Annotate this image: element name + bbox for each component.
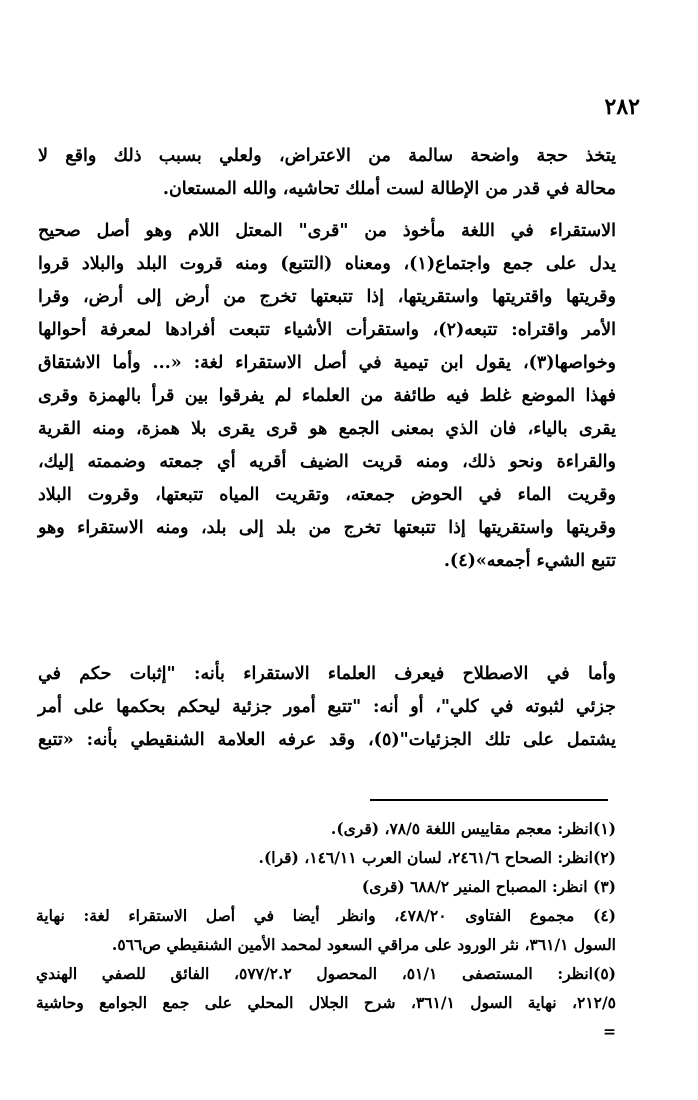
footnote-separator [370,799,608,801]
footnote-3 [36,872,616,901]
text-line: يتخذ حجة واضحة سالمة من الاعتراض، ولعلي بسبب ذلك واقع لا [38,146,616,166]
footnote-2 [36,843,616,872]
text-line: الاستقراء في اللغة مأخوذ من "قرى" المعتل اللام وهو أصل صحيح [38,221,616,241]
footnote-line: ٢١٢/٥، نهاية السول ٣٦١/١، شرح الجلال المحلي على جمع الجوامع وحاشية [36,993,616,1012]
text-line: يشتمل على تلك الجزئيات"(٥)، وقد عرفه العلامة الشنقيطي بأنه: «تتبع [38,730,616,750]
text-line: والقراءة ونحو ذلك، ومنه قريت الضيف أقريه أي جمعته وضممته إليك، [38,452,616,472]
text-line: وقريتها واستقريتها إذا تتبعتها تخرج من بلد إلى بلد، ومنه الاستقراء وهو [38,518,616,538]
text-line: محالة في قدر من الإطالة لست أملك تحاشيه، والله المستعان. [162,179,616,199]
text-line: يقرى بالياء، فان الذي بمعنى الجمع هو قرى يقرى بلا همزة، ومنه القرية [38,419,616,439]
footnote-4 [36,901,616,959]
text-line: وخواصها(٣)، يقول ابن تيمية في أصل الاستقراء لغة: «... وأما الاشتقاق [38,353,616,373]
footnote-continuation-mark: = [603,1022,616,1041]
footnote-line: (٤) مجموع الفتاوى ٤٧٨/٢٠، وانظر أيضا في أصل الاستقراء لغة: نهاية [36,906,617,925]
footnote-line: السول ٣٦١/١، نثر الورود على مراقي السعود لمحمد الأمين الشنقيطي ص٥٦٦. [111,935,616,954]
text-line: الأمر واقتراه: تتبعه(٢)، واستقرأت الأشياء تتبعت أفرادها لمعرفة أحوالها [38,320,616,340]
footnotes [36,814,616,1046]
main-text-linguistic [38,215,616,578]
text-line: تتبع الشيء أجمعه»(٤). [443,551,616,571]
main-text-technical [38,658,616,757]
footnote-1 [36,814,616,843]
footnote-line: (٢)انظر: الصحاح ٢٤٦١/٦، لسان العرب ١٤٦/١١، (قرا). [258,848,616,867]
footnote-line: (٥)انظر: المستصفى ٥١/١، المحصول ٥٧٧/٢.٢، الفائق للصفي الهندي [36,964,616,983]
footnote-line: (١)انظر: معجم مقاييس اللغة ٧٨/٥، (قرى). [330,819,616,838]
paragraph-linguistic-definition [38,215,616,578]
text-line: وقريتها واقتريتها واستقريتها، إذا تتبعتها تخرج من أرض إلى أرض، وقرا [38,287,616,307]
footnote-5 [36,959,616,1046]
text-line: فهذا الموضع غلط فيه طائفة من العلماء لم يفرقوا بين قرأ بالهمزة وقرى [38,386,616,406]
paragraph-intro [38,140,616,206]
paragraph-technical-definition [38,658,616,757]
text-line: جزئي لثبوته في كلي"، أو أنه: "تتبع أمور جزئية ليحكم بحكمها على أمر [38,697,616,717]
main-text [38,140,616,206]
footnote-line: (٣) انظر: المصباح المنير ٦٨٨/٢ (قرى) [361,877,616,896]
text-line: وقريت الماء في الحوض جمعته، وتقريت المياه تتبعتها، وقروت البلاد [38,485,616,505]
page-number: ٢٨٢ [604,94,640,120]
text-line: وأما في الاصطلاح فيعرف العلماء الاستقراء بأنه: "إثبات حكم في [38,664,616,684]
text-line: يدل على جمع واجتماع(١)، ومعناه (التتبع) ومنه قروت البلد والبلاد قروا [38,254,617,274]
